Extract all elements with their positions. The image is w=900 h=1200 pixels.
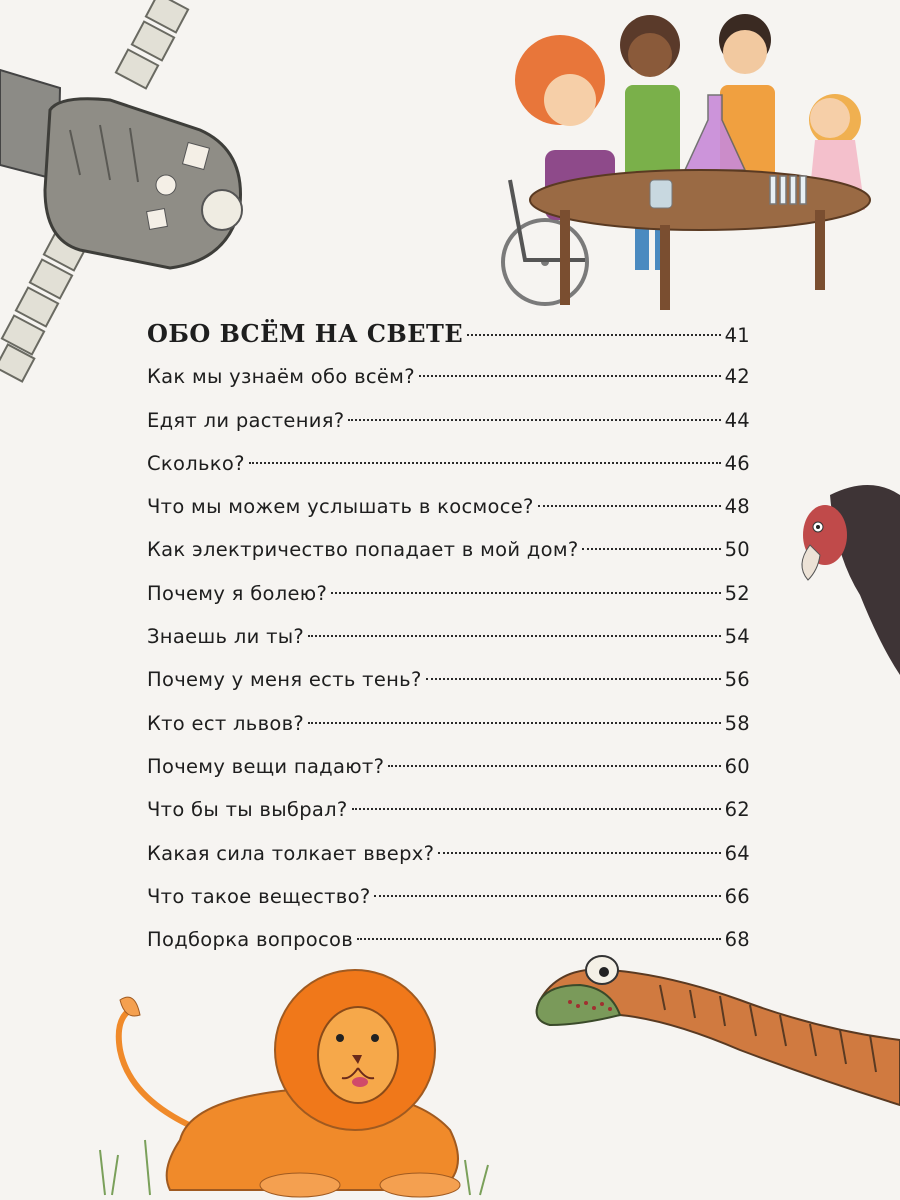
toc-entry-page: 50 xyxy=(724,538,750,562)
toc-entry-title: Что такое вещество? xyxy=(147,884,371,908)
toc-entry-page: 52 xyxy=(724,581,750,605)
toc-entry[interactable] xyxy=(147,658,750,701)
toc-entry-page: 58 xyxy=(724,711,750,735)
toc-entry-page: 60 xyxy=(724,754,750,778)
children-science-experiment-illustration xyxy=(490,0,880,312)
toc-entry-title: Подборка вопросов xyxy=(147,928,354,952)
toc-entry[interactable] xyxy=(147,615,750,658)
leader-dots xyxy=(582,548,720,550)
toc-entry[interactable] xyxy=(147,702,750,745)
leader-dots xyxy=(308,722,721,724)
toc-entry-title: Почему у меня есть тень? xyxy=(147,668,422,692)
leader-dots xyxy=(348,419,720,421)
toc-entry-title: Как электричество попадает в мой дом? xyxy=(147,538,579,562)
toc-entry-page: 68 xyxy=(724,928,750,952)
leader-dots xyxy=(426,678,721,680)
toc-entries xyxy=(147,355,750,961)
toc-section-heading[interactable] xyxy=(147,312,750,355)
leader-dots xyxy=(388,765,720,767)
toc-entry-page: 66 xyxy=(724,884,750,908)
leader-dots xyxy=(438,852,720,854)
table-of-contents xyxy=(147,312,750,961)
toc-entry[interactable] xyxy=(147,788,750,831)
toc-entry[interactable] xyxy=(147,875,750,918)
page-number: 41 xyxy=(724,324,750,347)
toc-entry-title: Знаешь ли ты? xyxy=(147,625,305,649)
leader-dots xyxy=(419,375,721,377)
leader-dots xyxy=(249,462,721,464)
leader-dots xyxy=(467,334,720,336)
toc-entry-title: Почему вещи падают? xyxy=(147,754,385,778)
toc-entry[interactable] xyxy=(147,399,750,442)
toc-entry-page: 42 xyxy=(724,365,750,389)
toc-entry[interactable] xyxy=(147,918,750,961)
toc-entry-page: 64 xyxy=(724,841,750,865)
toc-entry-title: Едят ли растения? xyxy=(147,408,345,432)
leader-dots xyxy=(374,895,720,897)
toc-entry-page: 48 xyxy=(724,495,750,519)
toc-entry-title: Как мы узнаём обо всём? xyxy=(147,365,415,389)
toc-entry[interactable] xyxy=(147,572,750,615)
leader-dots xyxy=(331,592,720,594)
leader-dots xyxy=(352,808,721,810)
vulture-illustration xyxy=(790,475,900,675)
leader-dots xyxy=(357,938,721,940)
toc-entry-title: Что мы можем услышать в космосе? xyxy=(147,495,534,519)
toc-entry[interactable] xyxy=(147,832,750,875)
section-title: ОБО ВСЁМ НА СВЕТЕ xyxy=(147,319,464,348)
lion-illustration xyxy=(90,960,510,1200)
toc-entry-title: Сколько? xyxy=(147,451,245,475)
toc-entry[interactable] xyxy=(147,442,750,485)
toc-entry[interactable] xyxy=(147,355,750,398)
toc-entry-page: 54 xyxy=(724,625,750,649)
toc-entry-title: Кто ест львов? xyxy=(147,711,305,735)
toc-entry-page: 56 xyxy=(724,668,750,692)
toc-entry-title: Какая сила толкает вверх? xyxy=(147,841,435,865)
toc-entry-title: Почему я болею? xyxy=(147,581,328,605)
toc-entry[interactable] xyxy=(147,745,750,788)
toc-entry-page: 44 xyxy=(724,408,750,432)
toc-entry-page: 46 xyxy=(724,451,750,475)
leader-dots xyxy=(538,505,721,507)
toc-entry[interactable] xyxy=(147,528,750,571)
toc-entry-title: Что бы ты выбрал? xyxy=(147,798,348,822)
toc-entry-page: 62 xyxy=(724,798,750,822)
toc-entry[interactable] xyxy=(147,485,750,528)
leader-dots xyxy=(308,635,721,637)
